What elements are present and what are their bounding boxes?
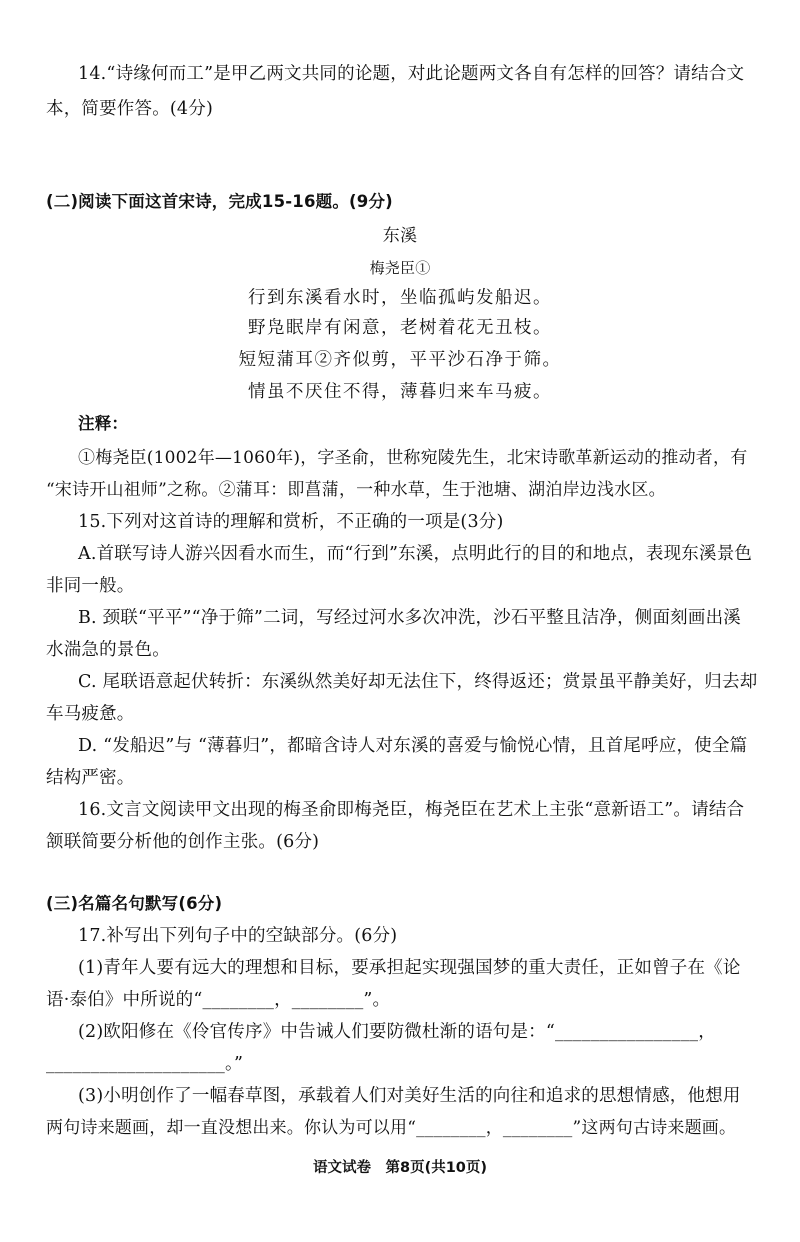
q16-text-line1: 16.文言文阅读甲文出现的梅圣俞即梅尧臣，梅尧臣在艺术上主张“意新语工”。请结合 (78, 800, 745, 820)
section2-heading: (二)阅读下面这首宋诗，完成15-16题。(9分) (46, 192, 393, 211)
q15-option-d-line2: 结构严密。 (46, 768, 135, 788)
q17-item2-line1: (2)欧阳修在《伶官传序》中告诫人们要防微杜渐的语句是：“________________， (78, 1022, 716, 1042)
q17-item1-line1: (1)青年人要有远大的理想和目标，要承担起实现强国梦的重大责任，正如曾子在《论 (78, 958, 741, 978)
q17-item1-line2: 语·泰伯》中所说的“________，________”。 (46, 990, 391, 1010)
q17-item2-line2: ____________________。” (46, 1054, 244, 1074)
q17-stem: 17.补写出下列句子中的空缺部分。(6分) (78, 926, 398, 946)
q15-option-c-line2: 车马疲惫。 (46, 704, 135, 724)
q17-item3-line2: 两句诗来题画，却一直没想出来。你认为可以用“________，________”这两句古诗来题画。 (46, 1118, 737, 1138)
q14-text-line2: 本，简要作答。(4分) (46, 99, 213, 119)
poem-line-1: 行到东溪看水时，坐临孤屿发船迟。 (248, 288, 552, 308)
poem-title: 东溪 (382, 226, 418, 246)
notes-label: 注释： (78, 414, 129, 433)
poem-line-4: 情虽不厌住不得，薄暮归来车马疲。 (248, 382, 552, 402)
page-footer: 语文试卷 第8页(共10页) (312, 1160, 488, 1176)
section3-heading: (三)名篇名句默写(6分) (46, 894, 223, 913)
note-line1: ①梅尧臣(1002年—1060年)，字圣俞，世称宛陵先生，北宋诗歌革新运动的推动者，有 (78, 448, 748, 468)
poem-author: 梅尧臣① (369, 259, 431, 277)
poem-line-2: 野凫眠岸有闲意，老树着花无丑枝。 (248, 318, 552, 338)
note-line2: “宋诗开山祖师”之称。②蒲耳：即菖蒲，一种水草，生于池塘、湖泊岸边浅水区。 (46, 480, 666, 500)
q15-option-b-line2: 水湍急的景色。 (46, 640, 170, 660)
q17-item3-line1: (3)小明创作了一幅春草图，承载着人们对美好生活的向往和追求的思想情感，他想用 (78, 1086, 741, 1106)
q14-text-line1: 14.“诗缘何而工”是甲乙两文共同的论题，对此论题两文各自有怎样的回答？请结合文 (78, 64, 745, 84)
q15-option-a-line2: 非同一般。 (46, 576, 135, 596)
q15-option-c-line1: C. 尾联语意起伏转折：东溪纵然美好却无法住下，终得返还；赏景虽平静美好，归去却 (78, 672, 758, 692)
q15-option-b-line1: B. 颈联“平平”“净于筛”二词，写经过河水多次冲洗，沙石平整且洁净，侧面刻画出溪 (78, 608, 741, 628)
q15-option-d-line1: D. “发船迟”与 “薄暮归”，都暗含诗人对东溪的喜爱与愉悦心情，且首尾呼应，使全篇 (78, 736, 748, 756)
q15-stem: 15.下列对这首诗的理解和赏析，不正确的一项是(3分) (78, 512, 504, 532)
q16-text-line2: 颔联简要分析他的创作主张。(6分) (46, 832, 320, 852)
q15-option-a-line1: A.首联写诗人游兴因看水而生，而“行到”东溪，点明此行的目的和地点，表现东溪景色 (78, 544, 753, 564)
poem-line-3: 短短蒲耳②齐似剪，平平沙石净于筛。 (238, 350, 562, 370)
